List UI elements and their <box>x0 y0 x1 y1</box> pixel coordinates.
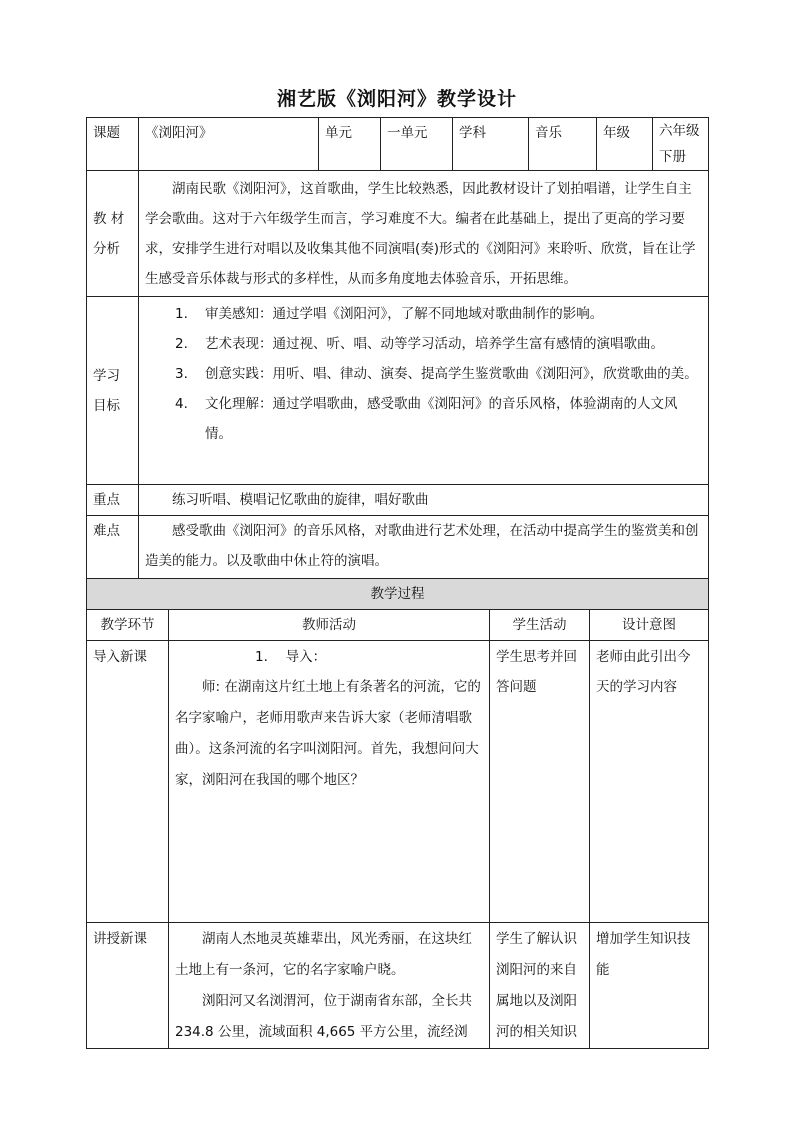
subject-value: 音乐 <box>529 118 597 171</box>
design-intent-cell: 老师由此引出今天的学习内容 <box>590 641 709 923</box>
key-points-label: 重点 <box>87 485 139 516</box>
column-header-intent: 设计意图 <box>590 610 709 641</box>
objectives-label <box>87 297 139 485</box>
objective-item <box>145 359 702 389</box>
analysis-label-line1: 教 材 <box>93 210 125 227</box>
objective-number: 1. <box>175 306 188 322</box>
key-points-text: 练习听唱、模唱记忆歌曲的旋律，唱好歌曲 <box>139 485 709 516</box>
process-header-row <box>87 579 709 610</box>
unit-label: 单元 <box>319 118 381 171</box>
objectives-list <box>139 297 709 485</box>
objective-text: 文化理解：通过学唱歌曲，感受歌曲《浏阳河》的音乐风格，体验湖南的人文风情。 <box>205 396 678 442</box>
topic-value: 《浏阳河》 <box>139 118 319 171</box>
column-header-student: 学生活动 <box>490 610 590 641</box>
info-row <box>87 118 709 171</box>
grade-value: 六年级下册 <box>653 118 709 171</box>
subject-label: 学科 <box>453 118 529 171</box>
objective-text: 创意实践：用听、唱、律动、演奏、提高学生鉴赏歌曲《浏阳河》，欣赏歌曲的美。 <box>205 366 698 382</box>
objective-text: 审美感知：通过学唱《浏阳河》，了解不同地域对歌曲制作的影响。 <box>205 306 604 322</box>
objective-number: 2. <box>175 336 188 352</box>
objective-text: 艺术表现：通过视、听、唱、动等学习活动，培养学生富有感情的演唱歌曲。 <box>205 336 664 352</box>
objective-item <box>145 389 702 449</box>
teaching-process-table <box>86 578 709 1049</box>
student-activity-cell: 学生了解认识浏阳河的来自属地以及浏阳河的相关知识 <box>490 923 590 1049</box>
student-activity-cell: 学生思考并回答问题 <box>490 641 590 923</box>
teacher-paragraph: 湖南人杰地灵英雄辈出，风光秀丽，在这块红土地上有一条河，它的名字家喻户晓。 <box>175 931 472 978</box>
topic-label: 课题 <box>87 118 139 171</box>
teacher-activity-cell <box>169 923 490 1049</box>
objective-number: 3. <box>175 366 188 382</box>
analysis-label-line2: 分析 <box>93 240 120 257</box>
grade-label: 年级 <box>597 118 653 171</box>
difficulty-text: 感受歌曲《浏阳河》的音乐风格，对歌曲进行艺术处理，在活动中提高学生的鉴赏美和创造美的能力。以及歌曲中休止符的演唱。 <box>139 516 709 579</box>
key-points-row <box>87 485 709 516</box>
objectives-row <box>87 297 709 485</box>
analysis-text: 湖南民歌《浏阳河》，这首歌曲，学生比较熟悉，因此教材设计了划拍唱谱，让学生自主学会歌曲。这对于六年级学生而言，学习难度不大。编者在此基础上，提出了更高的学习要求，安排学生进行对唱以及收集其他不同演唱(奏)形式的《浏阳河》来聆听、欣赏，旨在让学生感受音乐体裁与形式的多样性，从而多角度地去体验音乐，开拓思维。 <box>139 171 709 297</box>
document-title: 湘艺版《浏阳河》教学设计 <box>276 88 517 110</box>
stage-cell: 导入新课 <box>87 641 169 923</box>
process-row-new-lesson <box>87 923 709 1049</box>
objective-item <box>145 329 702 359</box>
teacher-step: 1. 导入： <box>255 649 327 665</box>
process-columns-row <box>87 610 709 641</box>
difficulty-label: 难点 <box>87 516 139 579</box>
process-row-intro <box>87 641 709 923</box>
stage-cell: 讲授新课 <box>87 923 169 1049</box>
teacher-text: 师: 在湖南这片红土地上有条著名的河流，它的名字家喻户，老师用歌声来告诉大家（老师清唱歌曲）。这条河流的名字叫浏阳河。首先，我想问问大家，浏阳河在我国的哪个地区？ <box>175 679 481 788</box>
unit-value: 一单元 <box>381 118 453 171</box>
lesson-info-table <box>86 117 709 579</box>
process-header: 教学过程 <box>87 579 709 610</box>
difficulty-row <box>87 516 709 579</box>
column-header-stage: 教学环节 <box>87 610 169 641</box>
analysis-label <box>87 171 139 297</box>
analysis-row <box>87 171 709 297</box>
design-intent-cell: 增加学生知识技能 <box>590 923 709 1049</box>
teacher-activity-cell <box>169 641 490 923</box>
column-header-teacher: 教师活动 <box>169 610 490 641</box>
objective-item <box>145 299 702 329</box>
objectives-label-line2: 目标 <box>93 397 120 414</box>
objectives-label-line1: 学习 <box>93 367 120 384</box>
teacher-paragraph: 浏阳河又名浏渭河，位于湖南省东部，全长共 234.8 公里，流域面积 4,665 平方公里，流经浏 <box>175 993 472 1040</box>
objective-number: 4. <box>175 396 188 412</box>
